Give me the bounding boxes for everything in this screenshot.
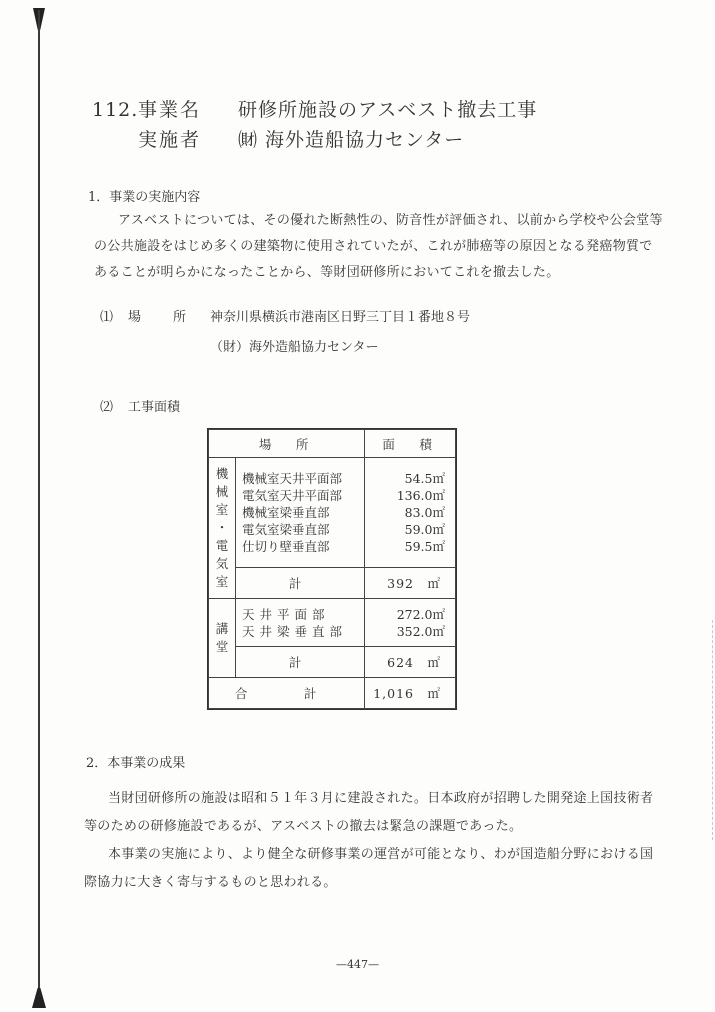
area-value: 136.0㎡ — [396, 488, 445, 503]
page-number: —447— — [336, 958, 379, 971]
group-1-area-values — [365, 458, 456, 568]
location-name: 機械室梁垂直部 — [242, 505, 330, 520]
area-value: 54.5㎡ — [404, 471, 445, 486]
group-1-label-char: 電 — [215, 538, 229, 553]
table-row — [209, 599, 456, 647]
group-1-subtotal-value: 392 ㎡ — [365, 568, 456, 599]
title-block — [92, 95, 537, 155]
location-name: 天井梁垂直部 — [242, 623, 348, 639]
location-name: 機械室天井平面部 — [242, 471, 343, 486]
area-value: 59.0㎡ — [404, 522, 445, 537]
group-1-label-char: 室 — [215, 502, 229, 517]
area-value: 83.0㎡ — [404, 505, 445, 520]
project-label: 事業名 — [138, 99, 202, 121]
group-1-label-char: 械 — [215, 484, 229, 499]
section1-para-line-3: あることが明らかになったことから、等財団研修所においてこれを撤去した。 — [94, 265, 560, 280]
table-row — [209, 458, 456, 568]
group-2-subtotal-value: 624 ㎡ — [365, 647, 456, 678]
implementer-name: ㈶ 海外造船協力センター — [238, 129, 465, 151]
group-1-location-names — [236, 458, 365, 568]
group-2-area-values — [365, 599, 456, 647]
location-name: 仕切り壁垂直部 — [242, 539, 330, 554]
location-marker: ⑴ — [100, 310, 114, 325]
work-area-marker: ⑵ — [100, 400, 114, 415]
section2-para-line-2: 等のための研修施設であるが、アスベストの撤去は緊急の課題であった。 — [84, 819, 523, 834]
section2-para-line-4: 際協力に大きく寄与するものと思われる。 — [84, 875, 337, 890]
group-2-label-char: 講 — [215, 621, 229, 636]
section2-heading: 2．本事業の成果 — [86, 756, 186, 771]
item-number-spacer — [92, 125, 138, 155]
total-row — [209, 678, 456, 709]
header-area: 面 積 — [365, 430, 456, 458]
subtotal-row — [209, 568, 456, 599]
table-header-row — [209, 430, 456, 458]
group-1-label-char: ・ — [215, 520, 229, 535]
section1-para-line-1: アスベストについては、その優れた断熱性の、防音性が評価され、以前から学校や公会堂等 — [118, 213, 663, 228]
group-1-label-char: 気 — [215, 556, 229, 571]
location-name: 電気室天井平面部 — [242, 488, 343, 503]
implementer-row — [92, 125, 537, 155]
group-2-location-names — [236, 599, 365, 647]
group-2-subtotal-label: 計 — [236, 647, 365, 678]
work-area-label: 工事面積 — [128, 400, 181, 415]
location-label: 場 所 — [128, 310, 189, 325]
location-name: 電気室梁垂直部 — [242, 522, 330, 537]
section1-heading: 1．事業の実施内容 — [88, 190, 201, 205]
total-value: 1,016 ㎡ — [365, 678, 456, 709]
binder-edge-line — [38, 10, 40, 1000]
total-label: 合 計 — [209, 678, 365, 709]
group-1-label-char: 機 — [215, 466, 229, 481]
area-value: 59.5㎡ — [404, 539, 445, 554]
area-value: 272.0㎡ — [396, 606, 445, 622]
group-1-label-char: 室 — [215, 574, 229, 589]
location-address: 神奈川県横浜市港南区日野三丁目１番地８号 — [210, 310, 471, 325]
binder-bottom-mark — [32, 988, 46, 1008]
location-organization: （財）海外造船協力センター — [210, 340, 379, 355]
group-1-label — [209, 458, 236, 599]
page-edge-shadow — [711, 620, 713, 840]
group-2-label — [209, 599, 236, 678]
project-row — [92, 95, 537, 125]
section1-para-line-2: の公共施設をはじめ多くの建築物に使用されていたが、これが肺癌等の原因となる発癌物質で — [94, 239, 653, 254]
project-name: 研修所施設のアスベスト撤去工事 — [238, 99, 538, 121]
subtotal-row — [209, 647, 456, 678]
work-area-table — [207, 428, 457, 710]
location-name: 天井平面部 — [242, 606, 330, 622]
item-number: 112. — [92, 99, 139, 121]
section2-para-line-1: 当財団研修所の施設は昭和５１年３月に建設された。日本政府が招聘した開発途上国技術者 — [108, 791, 654, 806]
group-2-label-char: 堂 — [215, 639, 229, 654]
header-location: 場 所 — [209, 430, 365, 458]
group-1-subtotal-label: 計 — [236, 568, 365, 599]
implementer-label: 実施者 — [138, 129, 202, 151]
section2-para-line-3: 本事業の実施により、より健全な研修事業の運営が可能となり、わが国造船分野における国 — [108, 847, 654, 862]
area-value: 352.0㎡ — [396, 623, 445, 639]
